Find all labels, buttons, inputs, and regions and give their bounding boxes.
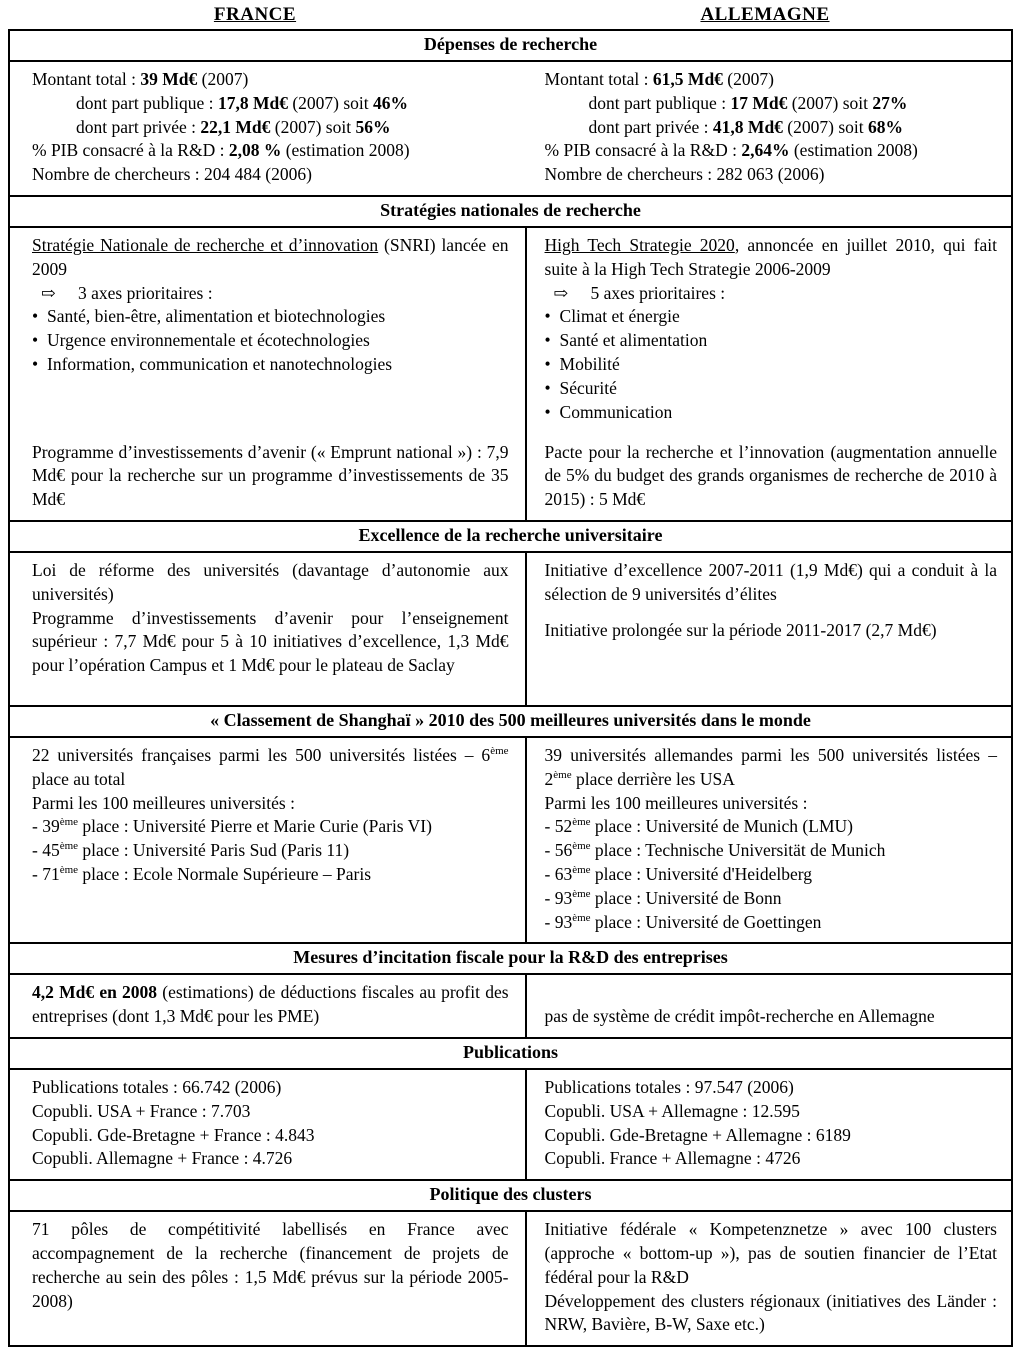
section-row-3: [10, 738, 1011, 942]
text-segment: 22 universités françaises parmi les 500 universités listées – 6: [32, 744, 491, 765]
text-segment: Nombre de chercheurs : 204 484 (2006): [32, 164, 312, 185]
line-allemagne-1-7: [545, 441, 997, 512]
text-segment: Santé et alimentation: [559, 330, 708, 351]
text-segment: place : Ecole Normale Supérieure – Paris: [78, 863, 372, 884]
cell-allemagne-6: [527, 1212, 1011, 1345]
section-title-2: Excellence de la recherche universitaire: [10, 520, 1011, 553]
text-segment: place : Technische Universität de Munich: [590, 840, 886, 861]
section-row-0: [10, 62, 1011, 195]
text-segment: ème: [490, 745, 509, 758]
text-segment: - 52: [544, 816, 573, 837]
line-france-3-0: [32, 744, 509, 792]
comparison-table: [8, 29, 1013, 1347]
text-segment: place : Université de Bonn: [590, 887, 782, 908]
text-segment: Copubli. USA + France : 7.703: [32, 1100, 251, 1121]
text-segment: - 63: [544, 863, 573, 884]
text-segment: Nombre de chercheurs : 282 063 (2006): [544, 164, 825, 185]
line-allemagne-1-0: [545, 234, 997, 282]
line-allemagne-1-3: [545, 329, 997, 353]
column-header-allemagne: [510, 4, 1020, 26]
line-france-0-1: [32, 92, 511, 116]
text-segment: (2007) soit: [287, 92, 374, 113]
text-segment: Programme d’investissements d’avenir pour l’enseignement supérieur : 7,7 Md€ pour 5 à 10 initiatives d’excellence, 1,3 Md€ pour l’opération Campus et 1 Md€ pour le plateau de Saclay: [32, 607, 509, 676]
text-segment: Santé, bien-être, alimentation et biotechnologies: [47, 306, 386, 327]
text-segment: 17,8 Md€: [217, 92, 288, 113]
section-row-5: [10, 1070, 1011, 1179]
section-row-4: [10, 975, 1011, 1037]
line-allemagne-3-6: [545, 911, 997, 935]
text-segment: ème: [572, 911, 591, 924]
bullet-icon: •: [544, 377, 551, 398]
line-allemagne-3-0: [545, 744, 997, 792]
line-allemagne-4-0: [545, 1005, 997, 1029]
text-segment: (2007): [197, 69, 249, 89]
text-segment: place au total: [32, 768, 126, 789]
line-france-5-0: [32, 1076, 509, 1100]
section-title-4: Mesures d’incitation fiscale pour la R&D des entreprises: [10, 942, 1011, 975]
text-segment: % PIB consacré à la R&D :: [32, 140, 229, 161]
line-france-2-0: [32, 559, 509, 607]
line-france-1-1: [32, 282, 509, 306]
text-segment: (2007) soit: [782, 116, 868, 137]
line-france-5-3: [32, 1147, 509, 1171]
text-segment: 22,1 Md€: [200, 116, 271, 137]
line-france-0-4: [32, 163, 511, 187]
text-segment: dont part publique :: [76, 92, 218, 113]
text-segment: 68%: [868, 116, 903, 137]
text-segment: - 39: [32, 816, 60, 837]
line-france-4-0: [32, 981, 509, 1029]
text-segment: (2007) soit: [787, 92, 873, 113]
text-segment: Communication: [559, 401, 673, 422]
text-segment: Loi de réforme des universités (davantage d’autonomie aux universités): [32, 559, 509, 604]
line-allemagne-5-3: [545, 1147, 997, 1171]
line-allemagne-1-5: [545, 377, 997, 401]
bullet-icon: •: [32, 306, 39, 327]
text-segment: Publications totales : 97.547 (2006): [544, 1076, 794, 1097]
column-headers: [0, 3, 1020, 29]
line-allemagne-6-0: [545, 1218, 997, 1289]
text-segment: Initiative prolongée sur la période 2011-2017 (2,7 Md€): [544, 619, 937, 640]
text-segment: High Tech Strategie 2020: [544, 234, 735, 255]
text-segment: place : Université Paris Sud (Paris 11): [78, 840, 350, 861]
line-allemagne-1-1: [545, 282, 997, 306]
text-segment: 3 axes prioritaires :: [78, 282, 213, 303]
text-segment: (estimation 2008): [789, 140, 918, 161]
text-segment: 46%: [373, 92, 409, 113]
text-segment: (estimation 2008): [281, 140, 410, 161]
text-segment: ème: [572, 887, 591, 900]
text-segment: Initiative d’excellence 2007-2011 (1,9 Md€) qui a conduit à la sélection de 9 universités d’élites: [544, 559, 997, 604]
line-allemagne-1-4: [545, 353, 997, 377]
line-allemagne-3-4: [545, 863, 997, 887]
text-segment: ème: [59, 816, 79, 829]
bullet-icon: •: [32, 353, 39, 374]
line-allemagne-5-2: [545, 1124, 997, 1148]
text-segment: dont part privée :: [588, 116, 713, 137]
text-segment: place : Université de Munich (LMU): [590, 816, 853, 837]
text-segment: Publications totales : 66.742 (2006): [32, 1076, 282, 1097]
line-france-3-4: [32, 863, 509, 887]
line-allemagne-1-2: [545, 305, 997, 329]
text-segment: ème: [59, 864, 79, 877]
text-segment: 71 pôles de compétitivité labellisés en France avec accompagnement de la recherche (financement de projets de recherche au sein des pôles : 1,5 Md€ prévus sur la période 2005-2008): [32, 1219, 509, 1311]
line-france-0-2: [32, 116, 511, 140]
text-segment: Copubli. Gde-Bretagne + Allemagne : 6189: [544, 1124, 851, 1145]
text-segment: 2,08 %: [228, 140, 282, 161]
line-allemagne-2-0: [545, 559, 997, 607]
bullet-icon: •: [32, 330, 39, 351]
line-france-3-1: [32, 792, 509, 816]
line-france-3-2: [32, 815, 509, 839]
section-title-6: Politique des clusters: [10, 1179, 1011, 1212]
cell-allemagne-0: [527, 62, 1011, 195]
text-segment: 39 universités allemandes parmi les 500 universités listées – 2: [544, 744, 997, 789]
line-france-5-1: [32, 1100, 509, 1124]
text-segment: ème: [59, 840, 79, 853]
text-segment: 61,5 Md€: [652, 69, 723, 89]
line-allemagne-5-0: [545, 1076, 997, 1100]
cell-france-2: [10, 553, 527, 705]
line-france-0-0: [32, 68, 511, 92]
line-france-1-5: [32, 441, 509, 512]
bullet-icon: •: [544, 330, 551, 351]
text-segment: place : Université Pierre et Marie Curie (Paris VI): [78, 816, 432, 837]
text-segment: Développement des clusters régionaux (initiatives des Länder : NRW, Bavière, B-W, Saxe etc.): [544, 1290, 997, 1335]
text-segment: 17 Md€: [730, 92, 788, 113]
column-header-france: [0, 4, 510, 26]
line-france-6-0: [32, 1218, 509, 1313]
line-allemagne-0-0: [545, 68, 997, 92]
cell-france-0: [10, 62, 527, 195]
cell-france-3: [10, 738, 527, 942]
cell-france-6: [10, 1212, 527, 1345]
line-france-3-3: [32, 839, 509, 863]
cell-france-5: [10, 1070, 527, 1179]
text-segment: 5 axes prioritaires :: [590, 282, 726, 303]
line-allemagne-3-1: [545, 792, 997, 816]
france-label: FRANCE: [213, 4, 297, 25]
text-segment: - 93: [544, 911, 573, 932]
line-allemagne-3-2: [545, 815, 997, 839]
line-allemagne-5-1: [545, 1100, 997, 1124]
text-segment: ème: [572, 840, 591, 853]
text-segment: Initiative fédérale « Kompetenznetze » avec 100 clusters (approche « bottom-up »), pas de soutien financier de l’Etat fédéral pour la R&D: [544, 1219, 997, 1287]
text-segment: (2007): [722, 69, 774, 89]
text-segment: Montant total :: [32, 69, 141, 89]
text-segment: 27%: [872, 92, 908, 113]
text-segment: - 45: [32, 840, 60, 861]
cell-allemagne-2: [527, 553, 1011, 705]
line-allemagne-0-4: [545, 163, 997, 187]
allemagne-label: ALLEMAGNE: [700, 4, 830, 25]
text-segment: Parmi les 100 meilleures universités :: [32, 792, 295, 813]
text-segment: ème: [572, 864, 591, 877]
text-segment: Information, communication et nanotechnologies: [47, 353, 393, 374]
section-row-2: [10, 553, 1011, 705]
text-segment: ème: [572, 816, 591, 829]
line-allemagne-0-1: [545, 92, 997, 116]
text-segment: Urgence environnementale et écotechnologies: [47, 330, 370, 351]
cell-france-1: [10, 228, 527, 520]
text-segment: Parmi les 100 meilleures universités :: [544, 792, 808, 813]
text-segment: pas de système de crédit impôt-recherche en Allemagne: [544, 1006, 935, 1027]
text-segment: 56%: [355, 116, 391, 137]
cell-allemagne-5: [527, 1070, 1011, 1179]
arrow-icon: ⇨: [553, 282, 569, 303]
text-segment: ème: [553, 768, 572, 781]
text-segment: Copubli. Gde-Bretagne + France : 4.843: [32, 1124, 315, 1145]
text-segment: - 56: [544, 840, 573, 861]
text-segment: Climat et énergie: [559, 306, 680, 327]
bullet-icon: •: [544, 306, 551, 327]
line-allemagne-3-3: [545, 839, 997, 863]
section-title-5: Publications: [10, 1037, 1011, 1070]
section-title-1: Stratégies nationales de recherche: [10, 195, 1011, 228]
section-row-6: [10, 1212, 1011, 1345]
cell-allemagne-4: [527, 975, 1011, 1037]
text-segment: 2,64%: [741, 140, 790, 161]
text-segment: Copubli. USA + Allemagne : 12.595: [544, 1100, 800, 1121]
text-segment: Copubli. Allemagne + France : 4.726: [32, 1148, 293, 1169]
text-segment: dont part privée :: [76, 116, 201, 137]
line-allemagne-2-1: [545, 619, 997, 643]
line-allemagne-6-1: [545, 1290, 997, 1338]
bullet-icon: •: [544, 353, 551, 374]
text-segment: Mobilité: [559, 353, 620, 374]
text-segment: (2007) soit: [270, 116, 356, 137]
text-segment: 39 Md€: [140, 69, 198, 89]
text-segment: 4,2 Md€ en 2008: [32, 982, 158, 1003]
text-segment: 41,8 Md€: [712, 116, 783, 137]
text-segment: Sécurité: [559, 377, 617, 398]
text-segment: Stratégie Nationale de recherche et d’innovation: [32, 234, 379, 255]
bullet-icon: •: [544, 401, 551, 422]
cell-allemagne-1: [527, 228, 1011, 520]
text-segment: - 71: [32, 863, 60, 884]
arrow-icon: ⇨: [41, 282, 56, 303]
line-france-1-4: [32, 353, 509, 377]
text-segment: (SNRI) lancée en 2009: [32, 234, 509, 279]
cell-france-4: [10, 975, 527, 1037]
line-allemagne-1-6: [545, 401, 997, 425]
text-segment: place : Université d'Heidelberg: [590, 863, 813, 884]
text-segment: Programme d’investissements d’avenir (« Emprunt national ») : 7,9 Md€ pour la recherche sur un programme d’investissements de 35 Md€: [32, 441, 509, 510]
line-allemagne-3-5: [545, 887, 997, 911]
text-segment: - 93: [544, 887, 573, 908]
section-title-3: « Classement de Shanghaï » 2010 des 500 meilleures universités dans le monde: [10, 705, 1011, 738]
line-france-1-2: [32, 305, 509, 329]
text-segment: (estimations) de déductions fiscales au profit des entreprises (dont 1,3 Md€ pour les PME): [32, 982, 509, 1027]
line-france-5-2: [32, 1124, 509, 1148]
line-france-0-3: [32, 139, 511, 163]
line-allemagne-0-2: [545, 116, 997, 140]
text-segment: Copubli. France + Allemagne : 4726: [544, 1148, 801, 1169]
line-allemagne-0-3: [545, 139, 997, 163]
text-segment: dont part publique :: [588, 92, 731, 113]
cell-allemagne-3: [527, 738, 1011, 942]
line-france-2-1: [32, 607, 509, 678]
text-segment: Pacte pour la recherche et l’innovation (augmentation annuelle de 5% du budget des grands organismes de recherche de 2010 à 2015) : 5 Md€: [544, 441, 997, 510]
text-segment: % PIB consacré à la R&D :: [544, 140, 742, 161]
text-segment: Montant total :: [544, 69, 653, 89]
line-france-1-0: [32, 234, 509, 282]
text-segment: , annoncée en juillet 2010, qui fait suite à la High Tech Strategie 2006-2009: [544, 234, 997, 279]
text-segment: place derrière les USA: [571, 768, 735, 789]
section-row-1: [10, 228, 1011, 520]
line-france-1-3: [32, 329, 509, 353]
text-segment: place : Université de Goettingen: [590, 911, 822, 932]
section-title-0: Dépenses de recherche: [10, 31, 1011, 62]
